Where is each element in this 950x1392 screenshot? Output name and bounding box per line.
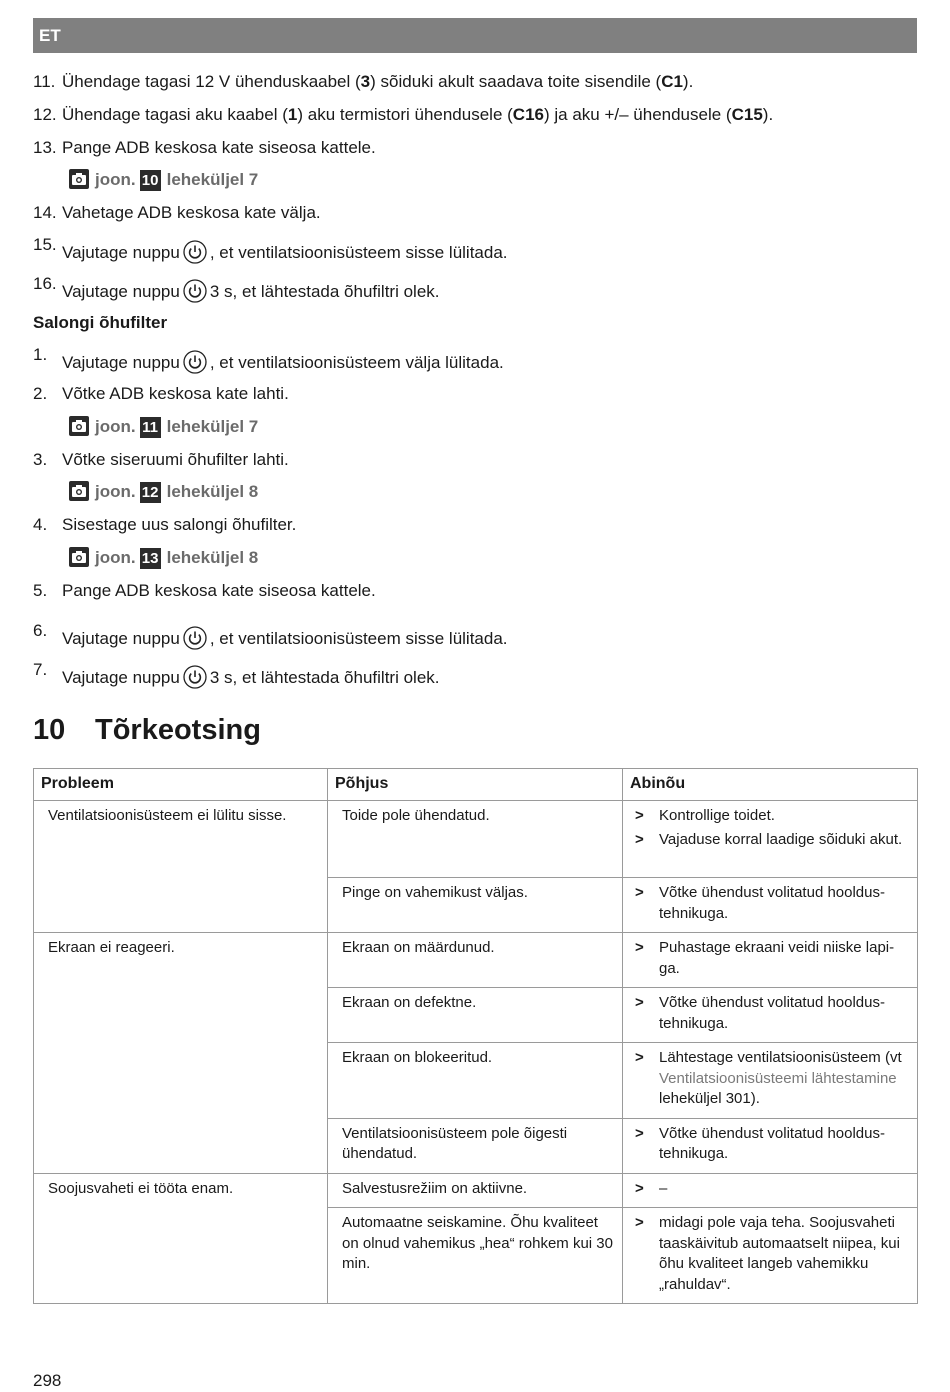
step-text: ).: [762, 105, 774, 124]
power-button-icon: [183, 350, 207, 374]
bullet-arrow-icon: >: [635, 939, 644, 956]
step-text: ) sõiduki akult saadava toite sisendile (: [370, 72, 662, 91]
cause-cell: Ekraan on määrdunud.: [328, 933, 623, 988]
figure-page: leheküljel 7: [166, 170, 259, 189]
section-heading: [33, 712, 261, 748]
connector-label: C16: [512, 105, 544, 124]
step-text: Ühendage tagasi aku kaabel (: [62, 105, 288, 124]
part-number: 1: [287, 105, 298, 124]
step-text: Vahetage ADB keskosa kate välja.: [62, 203, 321, 222]
remedy-text: midagi pole vaja teha. Soojusvaheti taaskäivitub automaatselt niipea, kui õhu kvaliteet langeb vahemikku „rahuldav“.: [659, 1214, 900, 1293]
figure-label: joon.: [95, 482, 136, 501]
power-button-icon: [183, 240, 207, 264]
cause-cell: Toide pole ühendatud.: [328, 801, 623, 878]
header-problem: Probleem: [34, 769, 328, 801]
remedy-cell: [623, 933, 918, 988]
step-text: Vajutage nuppu: [62, 668, 180, 687]
step-text: 3 s, et lähtestada õhufiltri olek.: [209, 282, 440, 301]
cabin-step-2: [33, 383, 289, 405]
cabin-step-7: [33, 660, 440, 689]
step-number: 12.: [33, 105, 57, 124]
step-14: [33, 202, 321, 224]
step-text: , et ventilatsioonisüsteem sisse lülitada.: [209, 629, 508, 648]
figure-number-badge: 11: [140, 417, 161, 438]
cause-cell: Ventilatsioonisüsteem pole õigesti ühendatud.: [328, 1118, 623, 1173]
connector-label: C15: [731, 105, 763, 124]
cabin-step-4: [33, 514, 296, 536]
camera-icon: [69, 481, 89, 501]
step-12: [33, 104, 773, 126]
bullet-arrow-icon: >: [635, 994, 644, 1011]
cabin-step-6: [33, 621, 508, 650]
step-number: 11.: [33, 72, 56, 91]
figure-number-badge: 13: [140, 548, 161, 569]
step-number: 16.: [33, 274, 57, 293]
power-button-icon: [183, 665, 207, 689]
section-number: 10: [33, 714, 66, 746]
step-number: 5.: [33, 581, 48, 600]
step-15: [33, 235, 508, 264]
figure-page: leheküljel 8: [166, 548, 259, 567]
cause-cell: Pinge on vahemikust väljas.: [328, 878, 623, 933]
step-number: 6.: [33, 621, 48, 640]
cabin-step-3: [33, 449, 289, 471]
remedy-text: Kontrollige toidet.: [659, 807, 775, 824]
power-button-icon: [183, 626, 207, 650]
figure-label: joon.: [95, 417, 136, 436]
header-cause: Põhjus: [328, 769, 623, 801]
figure-label: joon.: [95, 170, 136, 189]
step-number: 14.: [33, 203, 57, 222]
remedy-cell: [623, 878, 918, 933]
remedy-cell: [623, 1208, 918, 1304]
figure-reference[interactable]: [69, 416, 258, 438]
remedy-text: Puhastage ekraani veidi niiske lapiga.: [659, 939, 895, 977]
language-code: ET: [39, 26, 61, 45]
figure-page: leheküljel 8: [166, 482, 259, 501]
camera-icon: [69, 547, 89, 567]
figure-reference[interactable]: [69, 481, 258, 503]
cross-reference-link[interactable]: Ventilatsioonisüsteemi lähtestamine: [659, 1069, 897, 1087]
subsection-heading: Salongi õhufilter: [33, 313, 168, 332]
step-13: [33, 137, 376, 159]
step-text: Vajutage nuppu: [62, 353, 180, 372]
remedy-text: Lähtestage ventilatsioonisüsteem (vt: [659, 1049, 902, 1066]
step-text: ).: [682, 72, 694, 91]
remedy-text: Võtke ühendust volitatud hooldustehnikuga.: [659, 884, 885, 922]
connector-label: C1: [661, 72, 683, 91]
figure-page: leheküljel 7: [166, 417, 259, 436]
bullet-arrow-icon: >: [635, 1214, 644, 1231]
figure-label: joon.: [95, 548, 136, 567]
remedy-text: Võtke ühendust volitatud hooldustehnikuga.: [659, 1124, 885, 1162]
step-text: Pange ADB keskosa kate siseosa kattele.: [62, 581, 376, 600]
step-11: [33, 71, 693, 93]
figure-number-badge: 12: [140, 482, 161, 503]
problem-cell: Soojusvaheti ei tööta enam.: [34, 1173, 328, 1304]
remedy-text: Vajaduse korral laadige sõiduki akut.: [659, 830, 903, 848]
step-text: , et ventilatsioonisüsteem välja lülitada.: [209, 353, 504, 372]
language-bar: [33, 18, 917, 53]
step-text: Vajutage nuppu: [62, 629, 180, 648]
table-row: [34, 1173, 918, 1208]
step-number: 7.: [33, 660, 48, 679]
cause-cell: Salvestusrežiim on aktiivne.: [328, 1173, 623, 1208]
step-number: 3.: [33, 450, 48, 469]
step-text: Sisestage uus salongi õhufilter.: [62, 515, 297, 534]
cause-cell: Ekraan on defektne.: [328, 988, 623, 1043]
step-text: ) ja aku +/– ühendusele (: [543, 105, 732, 124]
step-text: ) aku termistori ühendusele (: [297, 105, 513, 124]
step-text: Võtke ADB keskosa kate lahti.: [62, 384, 289, 403]
step-number: 2.: [33, 384, 48, 403]
cause-cell: Automaatne seiskamine. Õhu kvaliteet on olnud vahemikus „hea“ rohkem kui 30 min.: [328, 1208, 623, 1304]
remedy-cell: [623, 988, 918, 1043]
figure-number-badge: 10: [140, 170, 161, 191]
remedy-cell: [623, 1173, 918, 1208]
cabin-step-5: [33, 580, 376, 602]
bullet-arrow-icon: >: [635, 1124, 644, 1142]
bullet-arrow-icon: >: [635, 1049, 644, 1066]
camera-icon: [69, 416, 89, 436]
step-number: 1.: [33, 345, 48, 364]
figure-reference[interactable]: [69, 169, 258, 191]
bullet-arrow-icon: >: [635, 1179, 644, 1197]
remedy-text: leheküljel 301).: [659, 1090, 760, 1107]
header-remedy: Abinõu: [623, 769, 918, 801]
problem-cell: Ekraan ei reageeri.: [34, 933, 328, 1174]
step-text: Vajutage nuppu: [62, 243, 180, 262]
remedy-cell: [623, 1043, 918, 1119]
table-header-row: [34, 769, 918, 801]
step-16: [33, 274, 440, 303]
table-row: [34, 933, 918, 988]
step-text: Võtke siseruumi õhufilter lahti.: [62, 450, 289, 469]
bullet-arrow-icon: >: [635, 830, 644, 848]
page-number: 298: [33, 1371, 62, 1390]
remedy-text: –: [659, 1179, 668, 1197]
step-text: Ühendage tagasi 12 V ühenduskaabel (: [62, 72, 361, 91]
step-number: 13.: [33, 138, 57, 157]
step-number: 15.: [33, 235, 57, 254]
step-text: Vajutage nuppu: [62, 282, 180, 301]
step-text: Pange ADB keskosa kate siseosa kattele.: [62, 138, 376, 157]
camera-icon: [69, 169, 89, 189]
figure-reference[interactable]: [69, 547, 258, 569]
step-text: , et ventilatsioonisüsteem sisse lülitada.: [209, 243, 508, 262]
bullet-arrow-icon: >: [635, 884, 644, 901]
cause-cell: Ekraan on blokeeritud.: [328, 1043, 623, 1119]
cabin-step-1: [33, 345, 504, 374]
part-number: 3: [360, 72, 371, 91]
step-number: 4.: [33, 515, 48, 534]
remedy-cell: [623, 801, 918, 878]
troubleshooting-table: [33, 768, 918, 1304]
table-row: [34, 801, 918, 878]
bullet-arrow-icon: >: [635, 807, 644, 824]
problem-cell: Ventilatsioonisüsteem ei lülitu sisse.: [34, 801, 328, 933]
remedy-cell: [623, 1118, 918, 1173]
section-title: Tõrkeotsing: [95, 714, 261, 746]
step-text: 3 s, et lähtestada õhufiltri olek.: [209, 668, 440, 687]
remedy-text: Võtke ühendust volitatud hooldustehnikuga.: [659, 994, 885, 1032]
power-button-icon: [183, 279, 207, 303]
